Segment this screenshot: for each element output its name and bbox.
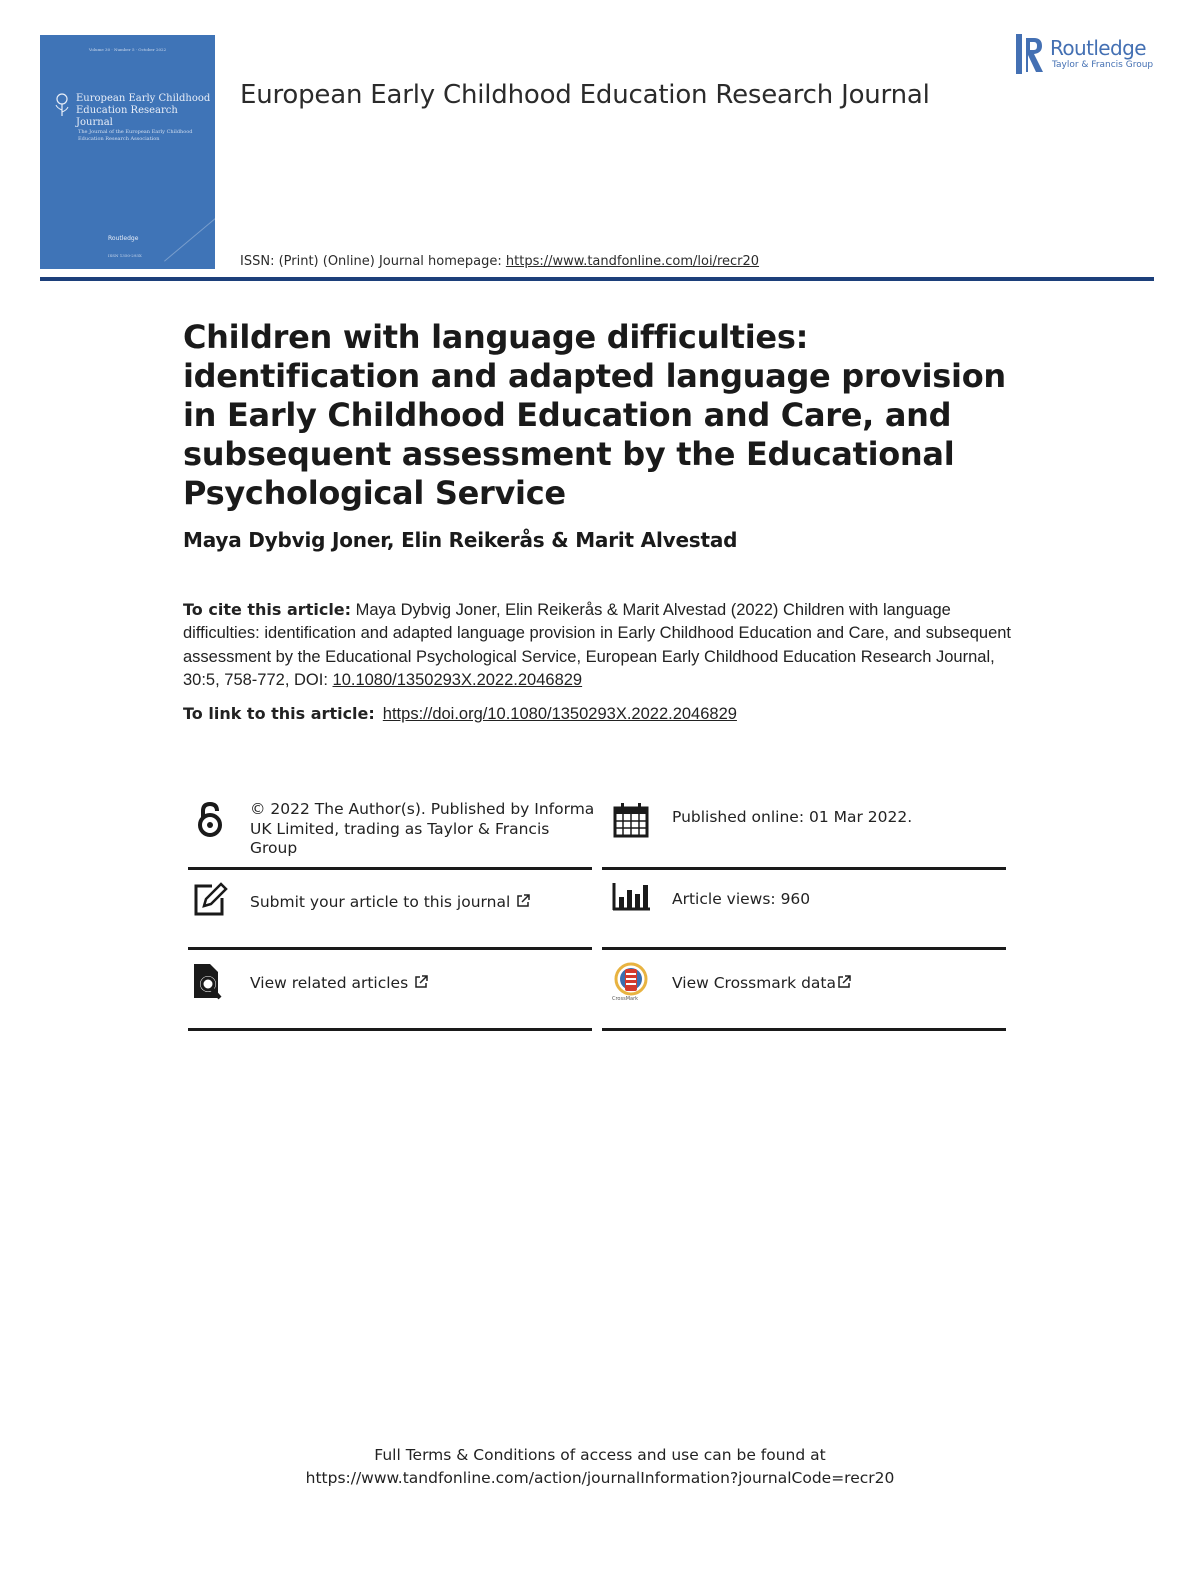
submit-label: Submit your article to this journal (250, 893, 511, 911)
calendar-icon (612, 800, 652, 840)
external-link-icon (414, 975, 428, 989)
routledge-logo (1016, 34, 1156, 74)
journal-title: European Early Childhood Education Research Journal (240, 80, 930, 110)
grid-divider (602, 1028, 1006, 1031)
article-title: Children with language difficulties: identification and adapted language provision in Early Childhood Education and Care, and subsequent assessment by the Educational Psychological Service (183, 318, 1006, 512)
crossmark-badge-text: CrossMark (612, 996, 639, 1002)
doi-link[interactable]: 10.1080/1350293X.2022.2046829 (332, 670, 583, 689)
terms-url[interactable]: https://www.tandfonline.com/action/journalInformation?journalCode=recr20 (305, 1469, 895, 1487)
routledge-name: Routledge (1050, 36, 1146, 60)
journal-cover (40, 35, 215, 269)
header-divider (40, 277, 1154, 281)
published-cell (612, 800, 1012, 862)
submit-cell[interactable] (190, 880, 595, 930)
routledge-group: Taylor & Francis Group (1052, 60, 1154, 70)
routledge-r-icon (1016, 34, 1044, 74)
terms-text: Full Terms & Conditions of access and use can be found at (374, 1446, 826, 1464)
cover-subtitle: The Journal of the European Early Childhood Education Research Association (78, 129, 193, 142)
submit-link[interactable] (250, 893, 530, 913)
edit-icon (190, 880, 230, 920)
grid-divider (602, 867, 1006, 870)
open-access-icon (190, 800, 230, 840)
grid-divider (188, 947, 592, 950)
cover-issn: ISSN 1350-293X (108, 253, 142, 258)
cover-volume-line: Volume 30 · Number 5 · October 2022 (88, 47, 167, 52)
link-label: To link to this article: (183, 704, 375, 723)
article-link-line (183, 704, 737, 724)
views-count: Article views: 960 (672, 890, 811, 908)
license-text: © 2022 The Author(s). Published by Informa UK Limited, trading as Taylor & Francis Group (250, 800, 595, 857)
crossmark-label: View Crossmark data (672, 974, 836, 992)
related-link[interactable] (250, 974, 428, 994)
published-date: Published online: 01 Mar 2022. (672, 808, 913, 826)
grid-divider (188, 867, 592, 870)
terms-footer (0, 1444, 1200, 1490)
article-authors: Maya Dybvig Joner, Elin Reikerås & Marit Alvestad (183, 528, 738, 552)
crossmark-cell[interactable] (612, 962, 1012, 1012)
cite-text: Maya Dybvig Joner, Elin Reikerås & Marit Alvestad (2022) Children with language difficulties: identification and adapted language provision in Early Childhood Education and Care, and subsequent assessment by the Educational Psychological Service, European Early Childhood Education Research Journal, 30:5, 758-772, DOI: (183, 601, 1012, 689)
external-link-icon (837, 975, 851, 989)
issn-line (240, 254, 759, 269)
related-cell[interactable] (190, 962, 595, 1012)
crossmark-link[interactable] (672, 974, 851, 994)
bar-chart-icon (612, 880, 652, 920)
grid-divider (602, 947, 1006, 950)
license-cell (190, 800, 595, 862)
cover-decoration (164, 209, 215, 261)
cover-title: European Early Childhood Education Research Journal (76, 93, 211, 128)
cite-label: To cite this article: (183, 600, 352, 619)
cover-publisher: Routledge (108, 235, 139, 242)
grid-divider (188, 1028, 592, 1031)
external-link-icon (516, 894, 530, 908)
related-label: View related articles (250, 974, 409, 992)
related-articles-icon (190, 962, 230, 1002)
cover-flower-icon (54, 93, 70, 117)
citation-block (183, 598, 1013, 692)
issn-text: ISSN: (Print) (Online) Journal homepage: (240, 254, 506, 269)
article-doi-url[interactable]: https://doi.org/10.1080/1350293X.2022.2046829 (382, 705, 737, 723)
journal-homepage-link[interactable]: https://www.tandfonline.com/loi/recr20 (505, 254, 760, 269)
views-cell (612, 880, 1012, 930)
